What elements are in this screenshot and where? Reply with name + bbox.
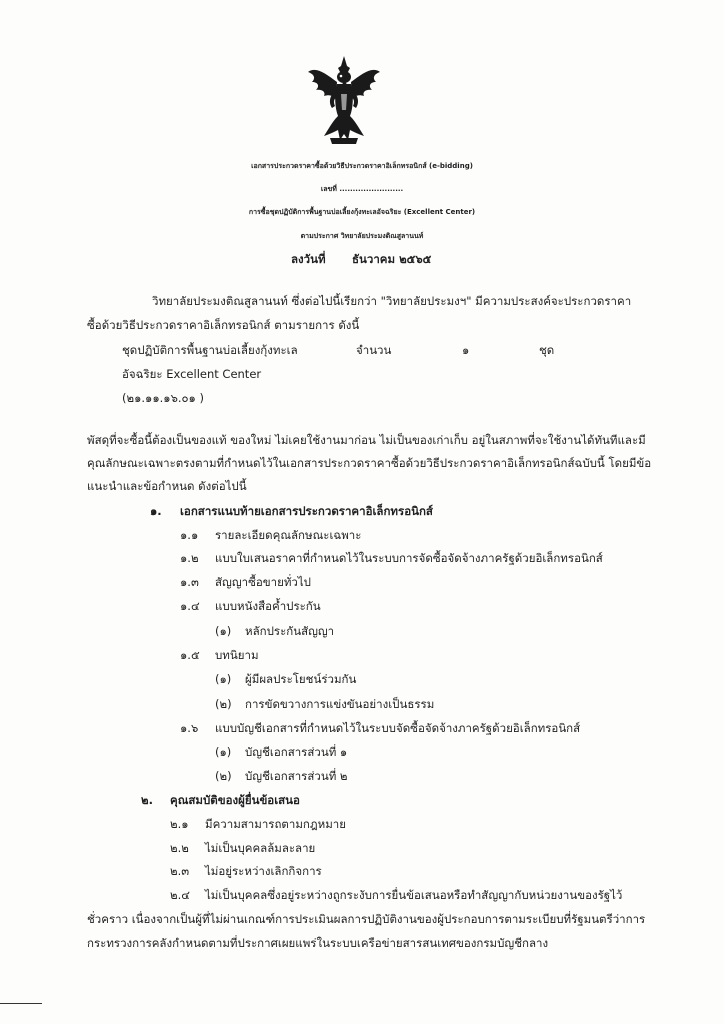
section-2-number: ๒.: [141, 793, 153, 807]
item-name-line-2: อัจฉริยะ Excellent Center: [122, 367, 262, 381]
date-value: ธันวาคม ๒๕๖๕: [352, 252, 432, 266]
document-number: เลขที่ ........................: [320, 185, 404, 193]
item-1-4-number: ๑.๔: [180, 599, 200, 613]
item-1-5-1-text: ผู้มีผลประโยชน์ร่วมกัน: [245, 672, 357, 686]
item-1-6-1-text: บัญชีเอกสารส่วนที่ ๑: [245, 745, 348, 759]
item-1-3-number: ๑.๓: [180, 575, 199, 589]
document-title: เอกสารประกวดราคาซื้อด้วยวิธีประกวดราคาอิเล็กทรอนิกส์ (e-bidding): [251, 162, 473, 170]
item-1-6-number: ๑.๖: [180, 721, 199, 735]
item-1-4-1-number: (๑): [215, 624, 232, 638]
item-1-6-2-text: บัญชีเอกสารส่วนที่ ๒: [245, 769, 348, 783]
intro-line-1: วิทยาลัยประมงติณสูลานนท์ ซึ่งต่อไปนี้เรียกว่า "วิทยาลัยประมงฯ" มีความประสงค์จะประกวดราคา: [152, 294, 632, 308]
item-2-4-continuation-2: กระทรวงการคลังกำหนดตามที่ประกาศเผยแพร่ในระบบเครือข่ายสารสนเทศของกรมบัญชีกลาง: [87, 936, 549, 950]
item-code: (๒๑.๑๑.๑๖.๐๑ ): [122, 391, 204, 405]
garuda-emblem: [304, 52, 384, 152]
item-1-1-text: รายละเอียดคุณลักษณะเฉพาะ: [215, 528, 362, 542]
item-qty: ๑: [462, 343, 470, 357]
item-2-1-text: มีความสามารถตามกฎหมาย: [205, 817, 346, 831]
item-name-line-1: ชุดปฏิบัติการพื้นฐานบ่อเลี้ยงกุ้งทะเล: [122, 343, 298, 357]
item-1-2-number: ๑.๒: [180, 551, 199, 565]
item-1-5-number: ๑.๕: [180, 648, 200, 662]
item-2-4-number: ๒.๔: [170, 888, 190, 902]
para-line-2: คุณลักษณะเฉพาะตรงตามที่กำหนดไว้ในเอกสารประกวดราคาซื้อด้วยวิธีประกวดราคาอิเล็กทรอนิกส์ฉบับนี้ โดยมีข้อ: [87, 456, 652, 470]
announcement-line: ตามประกาศ วิทยาลัยประมงติณสูลานนท์: [300, 232, 424, 240]
date-label: ลงวันที่: [291, 252, 326, 266]
item-1-5-1-number: (๑): [215, 672, 232, 686]
item-1-6-1-number: (๑): [215, 745, 232, 759]
item-qty-label: จำนวน: [356, 343, 392, 357]
page-edge-line: [0, 1003, 42, 1004]
section-1-number: ๑.: [150, 504, 162, 518]
item-1-4-text: แบบหนังสือค้ำประกัน: [215, 599, 321, 613]
item-2-2-text: ไม่เป็นบุคคลล้มละลาย: [205, 841, 316, 855]
item-1-5-2-number: (๒): [215, 697, 232, 711]
section-2-title: คุณสมบัติของผู้ยื่นข้อเสนอ: [170, 793, 300, 807]
item-1-2-text: แบบใบเสนอราคาที่กำหนดไว้ในระบบการจัดซื้อจัดจ้างภาครัฐด้วยอิเล็กทรอนิกส์: [215, 551, 603, 565]
document-subject: การซื้อชุดปฏิบัติการพื้นฐานบ่อเลี้ยงกุ้งทะเลอัจฉริยะ (Excellent Center): [248, 208, 476, 216]
item-1-1-number: ๑.๑: [180, 528, 199, 542]
para-line-1: พัสดุที่จะซื้อนี้ต้องเป็นของแท้ ของใหม่ ไม่เคยใช้งานมาก่อน ไม่เป็นของเก่าเก็บ อยู่ในสภาพที่จะใช้งานได้ทันทีและมี: [87, 433, 646, 447]
para-line-3: แนะนำและข้อกำหนด ดังต่อไปนี้: [87, 479, 247, 493]
item-2-4-text: ไม่เป็นบุคคลซึ่งอยู่ระหว่างถูกระงับการยื่นข้อเสนอหรือทำสัญญากับหน่วยงานของรัฐไว้: [205, 888, 623, 902]
item-2-1-number: ๒.๑: [170, 817, 189, 831]
section-1-title: เอกสารแนบท้ายเอกสารประกวดราคาอิเล็กทรอนิกส์: [180, 504, 433, 518]
item-1-5-2-text: การขัดขวางการแข่งขันอย่างเป็นธรรม: [245, 697, 435, 711]
item-2-3-number: ๒.๓: [170, 864, 190, 878]
item-1-6-2-number: (๒): [215, 769, 232, 783]
intro-line-2: ซื้อด้วยวิธีประกวดราคาอิเล็กทรอนิกส์ ตามรายการ ดังนี้: [87, 318, 360, 332]
item-1-6-text: แบบบัญชีเอกสารที่กำหนดไว้ในระบบจัดซื้อจัดจ้างภาครัฐด้วยอิเล็กทรอนิกส์: [215, 721, 581, 735]
item-1-3-text: สัญญาซื้อขายทั่วไป: [215, 575, 311, 589]
item-2-4-continuation-1: ชั่วคราว เนื่องจากเป็นผู้ที่ไม่ผ่านเกณฑ์การประเมินผลการปฏิบัติงานของผู้ประกอบการตามระเบียบที่รัฐมนตรีว่าการ: [87, 912, 646, 926]
item-1-5-text: บทนิยาม: [215, 648, 259, 662]
item-2-2-number: ๒.๒: [170, 841, 189, 855]
item-1-4-1-text: หลักประกันสัญญา: [245, 624, 335, 638]
item-2-3-text: ไม่อยู่ระหว่างเลิกกิจการ: [205, 864, 322, 878]
item-unit: ชุด: [539, 343, 555, 357]
